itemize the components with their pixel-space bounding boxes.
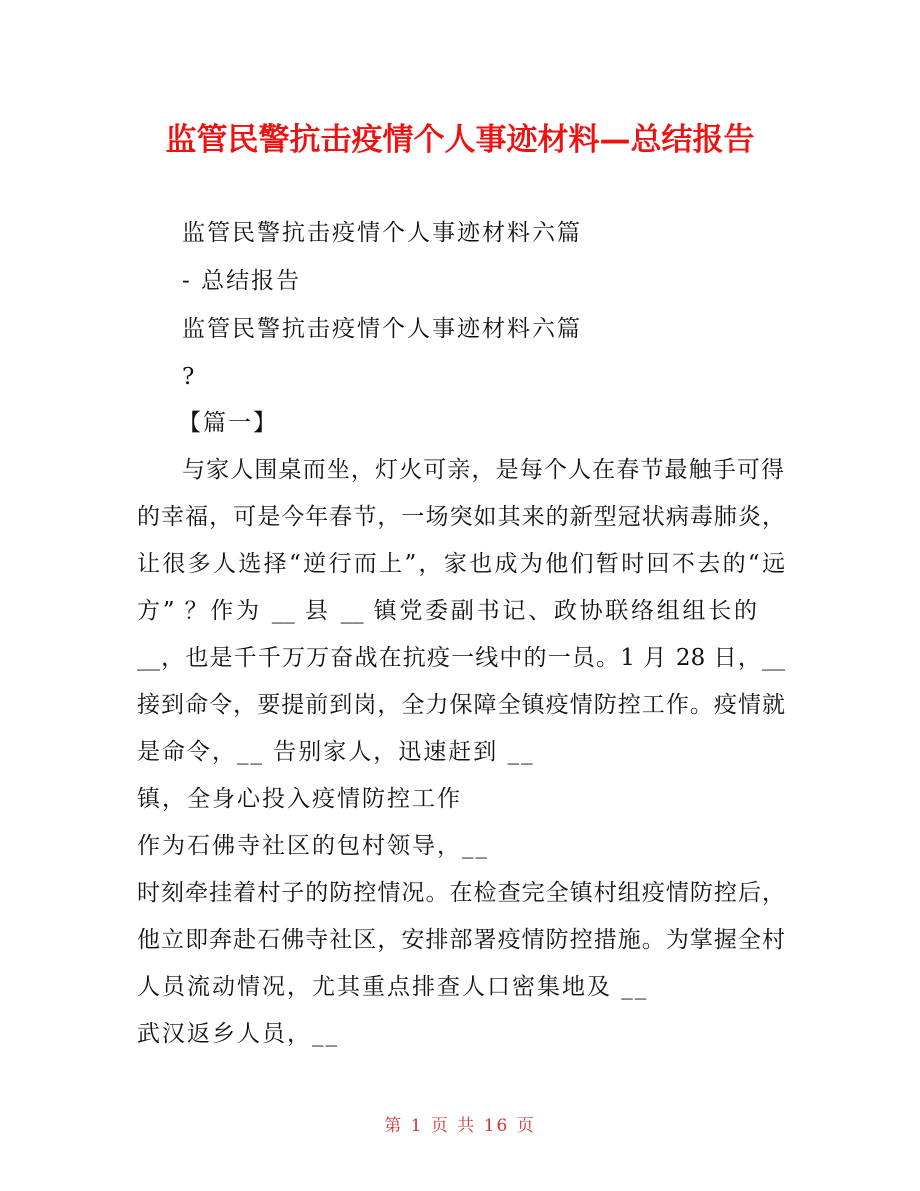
paragraph-line: 让很多人选择“逆行而上”，家也成为他们暂时回不去的“远 <box>137 551 785 577</box>
paragraph-line: 接到命令，要提前到岗，全力保障全镇疫情防控工作。疫情就 <box>137 692 785 718</box>
paragraph-line: 方” ？作为 __ 县 __ 镇党委副书记、政协联络组组长的 <box>137 598 757 624</box>
paragraph-line: 武汉返乡人员，__ <box>137 1021 339 1047</box>
question-mark: ? <box>182 364 197 390</box>
paragraph-line: 与家人围桌而坐，灯火可亲，是每个人在春节最触手可得 <box>182 457 784 483</box>
subtitle-line: 监管民警抗击疫情个人事迹材料六篇 <box>182 316 582 342</box>
paragraph-line: 作为石佛寺社区的包村领导，__ <box>137 833 489 859</box>
paragraph-line: 人员流动情况，尤其重点排查人口密集地及 __ <box>137 974 649 1000</box>
document-title: 监管民警抗击疫情个人事迹材料—总结报告 <box>165 122 755 158</box>
paragraph-line: __，也是千千万万奋战在抗疫一线中的一员。1 月 28 日，__ <box>137 645 785 671</box>
paragraph-line: 镇，全身心投入疫情防控工作 <box>137 786 462 812</box>
subtitle-line: 监管民警抗击疫情个人事迹材料六篇 <box>182 220 582 246</box>
paragraph-line: 时刻牵挂着村子的防控情况。在检查完全镇村组疫情防控后， <box>137 880 785 906</box>
paragraph-line: 他立即奔赴石佛寺社区，安排部署疫情防控措施。为掌握全村 <box>137 927 785 953</box>
subtitle-line: - 总结报告 <box>182 268 302 294</box>
page-number-footer: 第 1 页 共 16 页 <box>384 1116 536 1136</box>
paragraph-line: 的幸福，可是今年春节，一场突如其来的新型冠状病毒肺炎， <box>137 504 785 530</box>
paragraph-line: 是命令，__ 告别家人，迅速赶到 __ <box>137 739 535 765</box>
section-heading: 【篇一】 <box>178 410 278 436</box>
